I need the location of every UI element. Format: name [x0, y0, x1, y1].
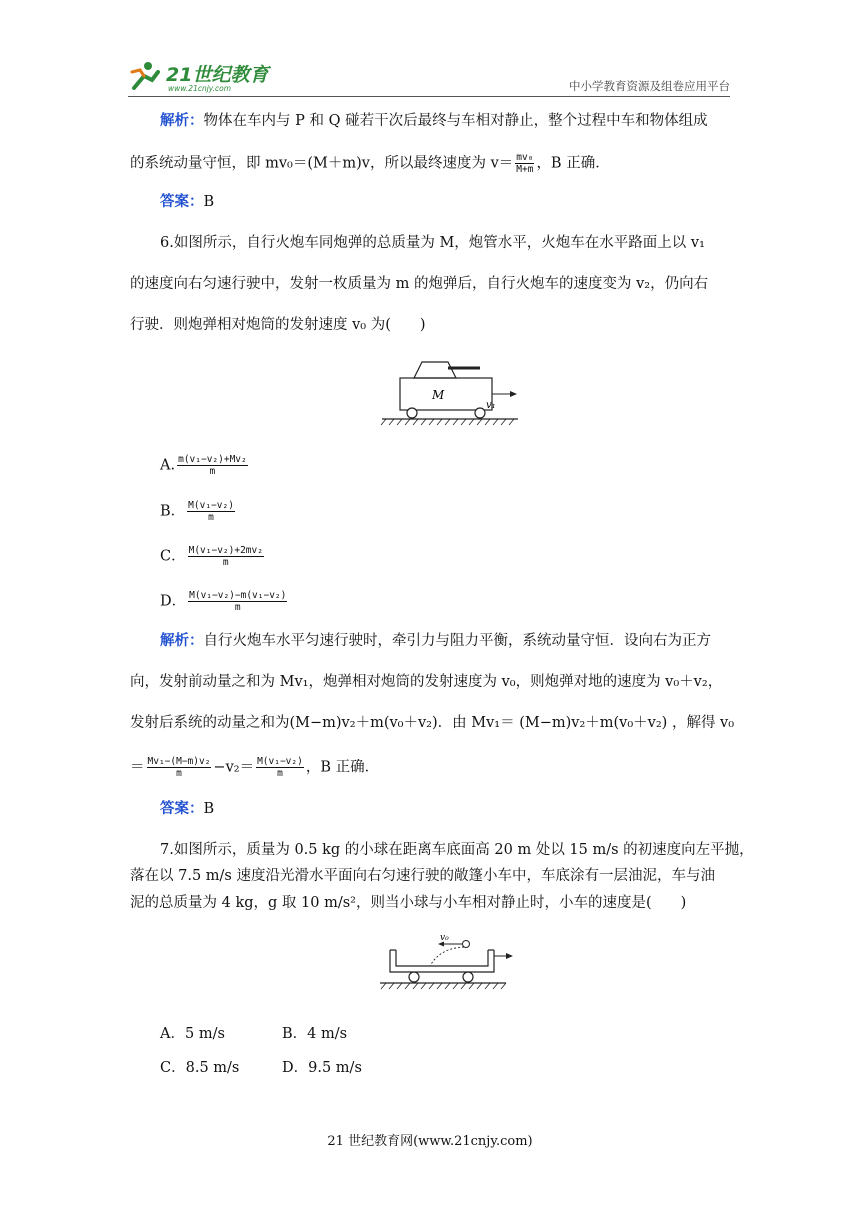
- figure-label-v1: v₁: [486, 400, 496, 411]
- figure-label-M: M: [432, 388, 445, 402]
- q6-option-b: B． $\frac{\text{M(v₁−v₂)}}{m}$: [160, 500, 234, 523]
- q6-analysis-line-2: 向，发射前动量之和为 Mv₁，炮弹相对炮筒的发射速度为 v₀，则炮弹对地的速度为 v₀＋v₂，: [130, 674, 723, 690]
- q5-analysis-line-2: 的系统动量守恒，即 mv₀＝(M＋m)v，所以最终速度为 v＝ $\frac{\text{mv₀}}{M+m}$ ，B 正确．: [130, 152, 610, 175]
- logo-title: 21世纪教育: [166, 64, 269, 86]
- q7-stem-line-1: 7.如图所示，质量为 0.5 kg 的小球在距离车底面高 20 m 处以 15 m/s 的初速度向左平抛，: [160, 842, 754, 858]
- q6-stem-line-1: 6.如图所示，自行火炮车同炮弹的总质量为 M，炮管水平，火炮车在水平路面上以 v₁: [160, 235, 705, 251]
- q6-stem-line-2: 的速度向右匀速行驶中，发射一枚质量为 m 的炮弹后，自行火炮车的速度变为 v₂，仍向右: [130, 276, 709, 292]
- header-platform-text: 中小学教育资源及组卷应用平台: [569, 79, 730, 93]
- figure-label-v0: v₀: [440, 933, 449, 943]
- q5-analysis-line-1: 解析：物体在车内与 P 和 Q 碰若干次后最终与车相对静止，整个过程中车和物体组成: [160, 112, 708, 129]
- open-cart-figure: [380, 932, 520, 1004]
- q6-option-d: D． $\frac{\text{M(v₁−v₂)−m(v₁−v₂)}}{m}$: [160, 590, 287, 613]
- q7-options-row-1: A．5 m/s B．4 m/s: [160, 1026, 348, 1042]
- q7-stem-line-2: 落在以 7.5 m/s 速度沿光滑水平面向右匀速行驶的敞篷小车中，车底涂有一层油泥，车与油: [130, 868, 715, 884]
- q5-fraction: $\frac{\text{mv₀}}{M+m}$: [516, 152, 534, 175]
- q6-analysis-line-1: 解析：自行火炮车水平匀速行驶时，牵引力与阻力平衡，系统动量守恒．设向右为正方: [160, 632, 711, 649]
- artillery-vehicle-figure: [380, 356, 520, 432]
- runner-logo-icon: [128, 60, 164, 94]
- q6-stem-line-3: 行驶．则炮弹相对炮筒的发射速度 v₀ 为( ): [130, 317, 426, 333]
- q7-stem-line-3: 泥的总质量为 4 kg，g 取 10 m/s²，则当小球与小车相对静止时，小车的速度是( ): [130, 895, 687, 911]
- q6-answer: 答案：B: [160, 800, 215, 817]
- q7-options-row-2: C．8.5 m/s D．9.5 m/s: [160, 1060, 362, 1076]
- page-footer: 21 世纪教育网(www.21cnjy.com): [327, 1134, 533, 1149]
- header-logo: [128, 58, 288, 96]
- q6-option-a: A. $\frac{\text{m(v₁−v₂)+Mv₂}}{m}$: [160, 454, 247, 477]
- q5-answer: 答案：B: [160, 193, 215, 210]
- q6-analysis-line-3: 发射后系统的动量之和为(M−m)v₂＋m(v₀＋v₂)．由 Mv₁＝ (M−m)v₂＋m(v₀＋v₂) ，解得 v₀: [130, 715, 735, 731]
- logo-url: www.21cnjy.com: [168, 84, 232, 93]
- q6-analysis-line-4: ＝ $\frac{\text{Mv₁−(M−m)v₂}}{m}$ −v₂＝ $\frac{\text{M(v₁−v₂)}}{m}$ ，B 正确．: [130, 756, 380, 779]
- q6-option-c: C． $\frac{\text{M(v₁−v₂)+2mv₂}}{m}$: [160, 545, 263, 568]
- header-divider: [128, 96, 730, 97]
